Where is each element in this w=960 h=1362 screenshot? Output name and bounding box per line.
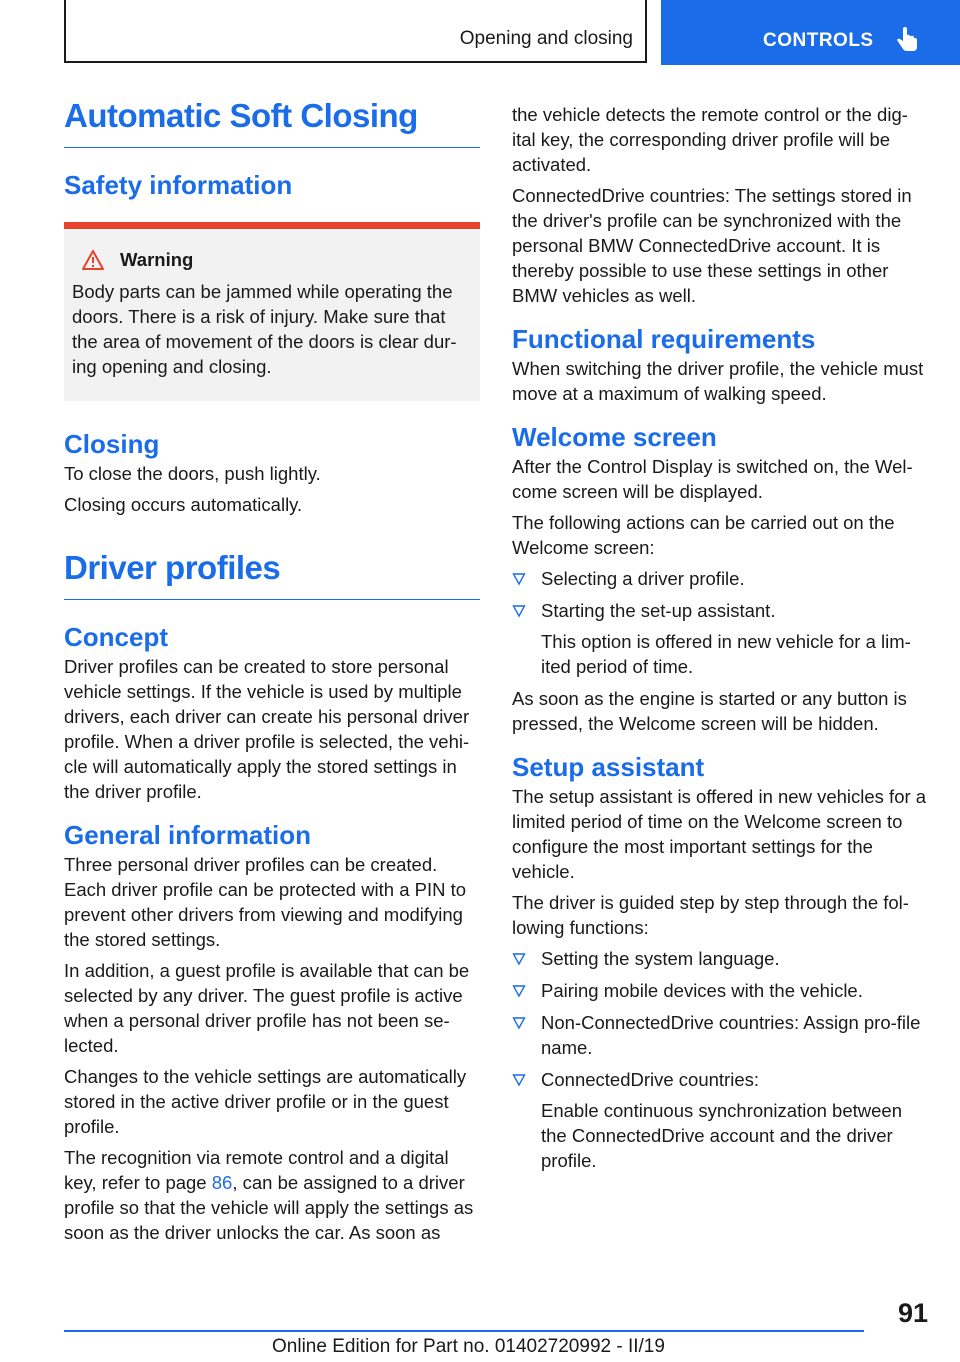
triangle-bullet-icon (512, 984, 526, 998)
heading-functional-requirements: Functional requirements (512, 324, 816, 354)
welcome-paragraph-3: As soon as the engine is started or any button is pressed, the Welcome screen will be hidden. (512, 688, 907, 734)
left-column (64, 95, 480, 1245)
heading-closing: Closing (64, 429, 160, 459)
warning-triangle-icon (82, 250, 104, 270)
triangle-bullet-icon (512, 604, 526, 618)
heading-driver-profiles: Driver profiles (64, 547, 480, 600)
header-section-title: Opening and closing (459, 28, 633, 49)
welcome-paragraph-2: The following actions can be carried out on the Welcome screen: (512, 512, 895, 558)
list-item-text: Starting the set-up assistant. (541, 600, 776, 621)
heading-automatic-soft-closing: Automatic Soft Closing (64, 95, 480, 148)
header-chapter-tab (661, 0, 960, 65)
warning-text: Body parts can be jammed while operating the doors. There is a risk of injury. Make sure that the area of movement of the doors is clear dur-ing opening and closing. (72, 281, 457, 377)
general-paragraph-3: Changes to the vehicle settings are automatically stored in the active driver profile or in the guest profile. (64, 1066, 467, 1137)
general-paragraph-1: Three personal driver profiles can be created. Each driver profile can be protected with a PIN to prevent other drivers from viewing and modifying the stored settings. (64, 854, 467, 950)
list-item (512, 598, 928, 679)
list-item-subtext: This option is offered in new vehicle for a lim-ited period of time. (541, 631, 911, 677)
page-number: 91 (897, 1298, 928, 1328)
concept-paragraph: Driver profiles can be created to store personal vehicle settings. If the vehicle is used by multiple drivers, each driver can create his personal driver profile. When a driver profile is selected, the vehi-cle will automatically apply the stored settings in the driver profile. (64, 656, 470, 802)
general-paragraph-2: In addition, a guest profile is available that can be selected by any driver. The guest profile is active when a personal driver profile has not been se-lected. (64, 960, 470, 1056)
header-section-box (64, 0, 647, 63)
list-item-text: ConnectedDrive countries: (541, 1069, 759, 1090)
setup-paragraph-2: The driver is guided step by step through the fol-lowing functions: (512, 892, 909, 938)
warning-title (72, 249, 472, 271)
list-item (512, 566, 928, 591)
general-paragraph-4-start: The recognition via remote control and a digital key, refer to page (64, 1147, 449, 1193)
continued-paragraph-2: ConnectedDrive countries: The settings stored in the driver's profile can be synchronized with the personal BMW ConnectedDrive account. It is thereby possible to use these settings in other BMW vehicles as well. (512, 185, 912, 306)
pointing-hand-icon (894, 27, 920, 53)
continued-paragraph-1: the vehicle detects the remote control or the dig-ital key, the corresponding driver profile will be activated. (512, 104, 908, 175)
footer-divider (64, 1330, 864, 1332)
list-item-subtext: Enable continuous synchronization between the ConnectedDrive account and the driver profile. (541, 1100, 902, 1171)
page-reference-link[interactable]: 86 (211, 1172, 233, 1193)
list-item-text: Selecting a driver profile. (541, 568, 745, 589)
triangle-bullet-icon (512, 1073, 526, 1087)
triangle-bullet-icon (512, 1016, 526, 1030)
list-item (512, 946, 928, 971)
list-item (512, 1010, 928, 1060)
heading-concept: Concept (64, 622, 168, 652)
heading-welcome-screen: Welcome screen (512, 422, 717, 452)
general-paragraph-4 (64, 1145, 480, 1245)
triangle-bullet-icon (512, 572, 526, 586)
closing-paragraph-1: To close the doors, push lightly. (64, 463, 321, 484)
warning-title-text: Warning (120, 249, 194, 270)
closing-paragraph-2: Closing occurs automatically. (64, 494, 303, 515)
list-item-text: Setting the system language. (541, 948, 780, 969)
heading-setup-assistant: Setup assistant (512, 752, 705, 782)
footer-edition-text: Online Edition for Part no. 01402720992 - II/19 (272, 1336, 665, 1357)
setup-functions-list (512, 946, 928, 1173)
setup-paragraph-1: The setup assistant is offered in new vehicles for a limited period of time on the Welcome screen to configure the most important settings for the vehicle. (512, 786, 927, 882)
list-item (512, 978, 928, 1003)
heading-safety-information: Safety information (64, 170, 293, 200)
chapter-tab-label: CONTROLS (763, 30, 874, 51)
list-item-text: Non-ConnectedDrive countries: Assign pro-file name. (541, 1012, 921, 1058)
general-paragraph-4-end: , can be assigned to a driver profile so that the vehicle will apply the settings as soon as the driver unlocks the car. As soon as (64, 1172, 474, 1243)
welcome-paragraph-1: After the Control Display is switched on, the Wel-come screen will be displayed. (512, 456, 913, 502)
right-column (512, 102, 928, 1180)
list-item-text: Pairing mobile devices with the vehicle. (541, 980, 863, 1001)
triangle-bullet-icon (512, 952, 526, 966)
warning-box (64, 222, 480, 401)
functional-paragraph: When switching the driver profile, the vehicle must move at a maximum of walking speed. (512, 358, 924, 404)
list-item (512, 1067, 928, 1173)
welcome-actions-list (512, 566, 928, 679)
heading-general-information: General information (64, 820, 312, 850)
